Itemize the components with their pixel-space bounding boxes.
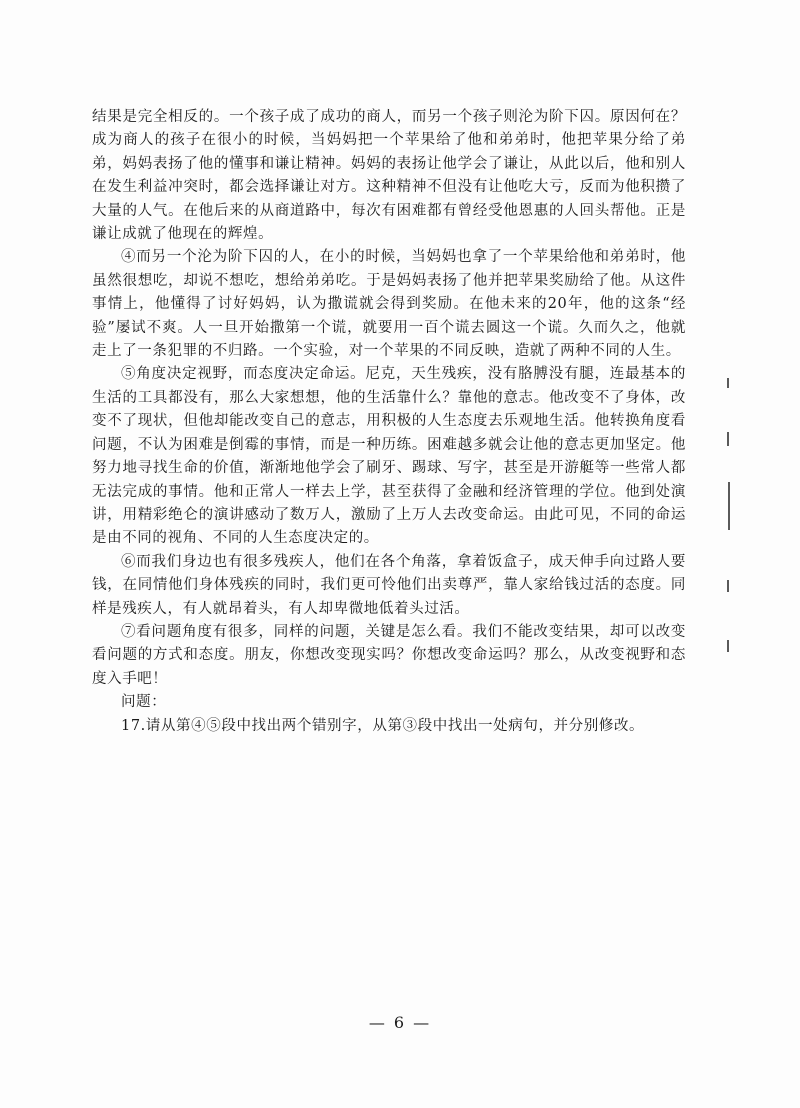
scan-artifact-mark (727, 640, 729, 652)
paragraph-3-continuation: 结果是完全相反的。一个孩子成了成功的商人，而另一个孩子则沦为阶下囚。原因何在？成为商人的孩子在很小的时候，当妈妈把一个苹果给了他和弟弟时，他把苹果分给了弟弟，妈妈表扬了他的懂事和谦让精神。妈妈的表扬让他学会了谦让，从此以后，他和别人在发生利益冲突时，都会选择谦让对方。这种精神不但没有让他吃大亏，反而为他积攒了大量的人气。在他后来的从商道路中，每次有困难都有曾经受他恩惠的人回头帮他。正是谦让成就了他现在的辉煌。 (92, 109, 686, 243)
scan-artifact-mark (728, 482, 730, 530)
paragraph-6: ⑥而我们身边也有很多残疾人，他们在各个角落，拿着饭盒子，成天伸手向过路人要钱，在同情他们身体残疾的同时，我们更可怜他们出卖尊严，靠人家给钱过活的态度。同样是残疾人，有人就昂着头，有人却卑微地低着头过活。 (92, 553, 686, 617)
scan-artifact-mark (727, 378, 729, 388)
question-block (92, 691, 686, 738)
question-17: 17.请从第④⑤段中找出两个错别字，从第③段中找出一处病句，并分别修改。 (121, 717, 645, 734)
question-label: 问题： (121, 694, 167, 711)
paragraph-7: ⑦看问题角度有很多，同样的问题，关键是怎么看。我们不能改变结果，却可以改变看问题的方式和态度。朋友，你想改变现实吗？你想改变命运吗？那么，从改变视野和态度入手吧！ (92, 623, 686, 687)
paragraph-4: ④而另一个沦为阶下囚的人，在小的时候，当妈妈也拿了一个苹果给他和弟弟时，他虽然很想吃，却说不想吃，想给弟弟吃。于是妈妈表扬了他并把苹果奖励给了他。从这件事情上，他懂得了讨好妈妈，认为撒谎就会得到奖励。在他未来的20年，他的这条“经验”屡试不爽。人一旦开始撒第一个谎，就要用一百个谎去圆这一个谎。久而久之，他就走上了一条犯罪的不归路。一个实验，对一个苹果的不同反映，造就了两种不同的人生。 (92, 249, 686, 360)
scan-artifact-mark (727, 580, 729, 592)
scan-artifact-mark (727, 432, 729, 446)
page-number: — 6 — (368, 1013, 432, 1032)
paragraph-5: ⑤角度决定视野，而态度决定命运。尼克，天生残疾，没有胳膊没有腿，连最基本的生活的工具都没有，那么大家想想，他的生活靠什么？靠他的意志。他改变不了身体，改变不了现状，但他却能改变自己的意志，用积极的人生态度去乐观地生活。他转换角度看问题，不认为困难是倒霉的事情，而是一种历练。困难越多就会让他的意志更加坚定。他努力地寻找生命的价值，渐渐地他学会了刷牙、踢球、写字，甚至是开游艇等一些常人都无法完成的事情。他和正常人一样去上学，甚至获得了金融和经济管理的学位。他到处演讲，用精彩绝仑的演讲感动了数万人，激励了上万人去改变命运。由此可见，不同的命运是由不同的视角、不同的人生态度决定的。 (92, 366, 686, 547)
article-body (92, 106, 686, 738)
